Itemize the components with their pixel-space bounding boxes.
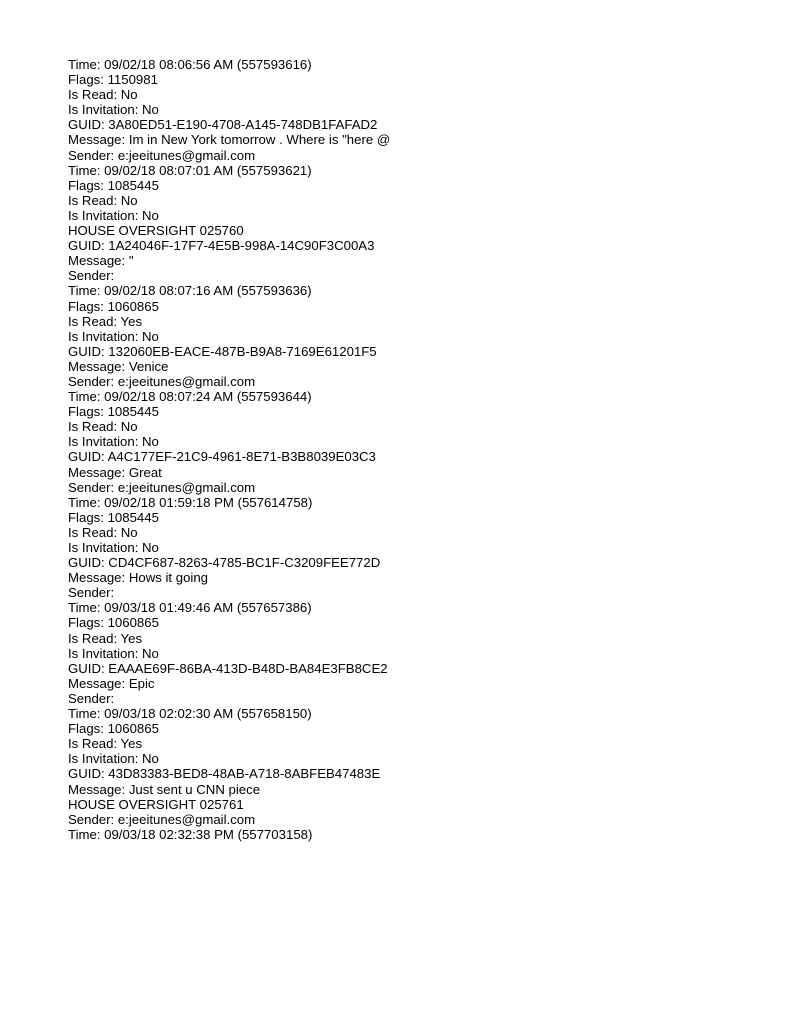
text-line: Sender: e:jeeitunes@gmail.com (68, 479, 256, 495)
text-line: Time: 09/03/18 02:32:38 PM (557703158) (68, 826, 313, 842)
text-line: Flags: 1060865 (68, 298, 159, 314)
text-line: Message: Great (68, 464, 162, 480)
text-line: Is Invitation: No (68, 207, 159, 223)
text-line: Time: 09/02/18 08:06:56 AM (557593616) (68, 57, 312, 72)
text-line: Time: 09/03/18 01:49:46 AM (557657386) (68, 600, 312, 616)
text-line: Is Read: Yes (68, 630, 143, 646)
text-line: Is Invitation: No (68, 102, 159, 118)
text-line: Is Read: Yes (68, 736, 143, 752)
text-line: GUID: EAAAE69F-86BA-413D-B48D-BA84E3FB8CE2 (68, 660, 388, 676)
text-line: Flags: 1085445 (68, 509, 159, 525)
text-line: Flags: 1085445 (68, 177, 159, 193)
text-line: Message: Im in New York tomorrow . Where is "here @ (68, 132, 391, 148)
text-line: Sender: (68, 690, 115, 706)
bates-stamp: HOUSE OVERSIGHT 025760 (68, 223, 244, 239)
text-line: Message: " (68, 253, 134, 269)
text-line: Is Invitation: No (68, 645, 159, 661)
text-line: Sender: e:jeeitunes@gmail.com (68, 811, 256, 827)
text-line: GUID: 3A80ED51-E190-4708-A145-748DB1FAFAD2 (68, 117, 378, 133)
text-line: Time: 09/02/18 08:07:24 AM (557593644) (68, 389, 312, 405)
text-line: Is Read: No (68, 192, 138, 208)
text-line: Is Invitation: No (68, 751, 159, 767)
text-line: Is Read: No (68, 419, 138, 435)
text-line: Is Invitation: No (68, 540, 159, 555)
text-line: Is Read: No (68, 524, 138, 540)
text-line: GUID: A4C177EF-21C9-4961-8E71-B3B8039E03C3 (68, 449, 376, 465)
text-line: Flags: 1085445 (68, 404, 159, 420)
text-line: Message: Just sent u CNN piece (68, 781, 261, 797)
bates-stamp: HOUSE OVERSIGHT 025761 (68, 796, 244, 812)
message-log-text (68, 57, 768, 842)
text-line: Sender: (68, 585, 115, 601)
text-line: GUID: 1A24046F-17F7-4E5B-998A-14C90F3C00A3 (68, 238, 375, 254)
text-line: GUID: CD4CF687-8263-4785-BC1F-C3209FEE772D (68, 555, 381, 571)
text-line: Flags: 1060865 (68, 615, 159, 631)
text-line: Is Read: No (68, 87, 138, 103)
text-line: Flags: 1150981 (68, 72, 158, 88)
text-line: Is Invitation: No (68, 328, 159, 344)
text-line: Is Invitation: No (68, 434, 159, 450)
text-line: Time: 09/02/18 08:07:01 AM (557593621) (68, 162, 312, 178)
text-line: Is Read: Yes (68, 313, 143, 329)
text-line: Time: 09/02/18 01:59:18 PM (557614758) (68, 494, 313, 510)
text-line: Time: 09/02/18 08:07:16 AM (557593636) (68, 283, 312, 299)
text-line: Message: Epic (68, 675, 155, 691)
text-line: Sender: e:jeeitunes@gmail.com (68, 373, 256, 389)
text-line: Sender: (68, 268, 115, 284)
text-line: Time: 09/03/18 02:02:30 AM (557658150) (68, 706, 312, 722)
text-line: Message: Hows it going (68, 570, 209, 586)
text-line: Flags: 1060865 (68, 721, 159, 737)
text-line: GUID: 43D83383-BED8-48AB-A718-8ABFEB47483E (68, 766, 381, 782)
text-line: Sender: e:jeeitunes@gmail.com (68, 147, 256, 163)
text-line: Message: Venice (68, 358, 169, 374)
text-line: GUID: 132060EB-EACE-487B-B9A8-7169E61201F5 (68, 343, 377, 359)
